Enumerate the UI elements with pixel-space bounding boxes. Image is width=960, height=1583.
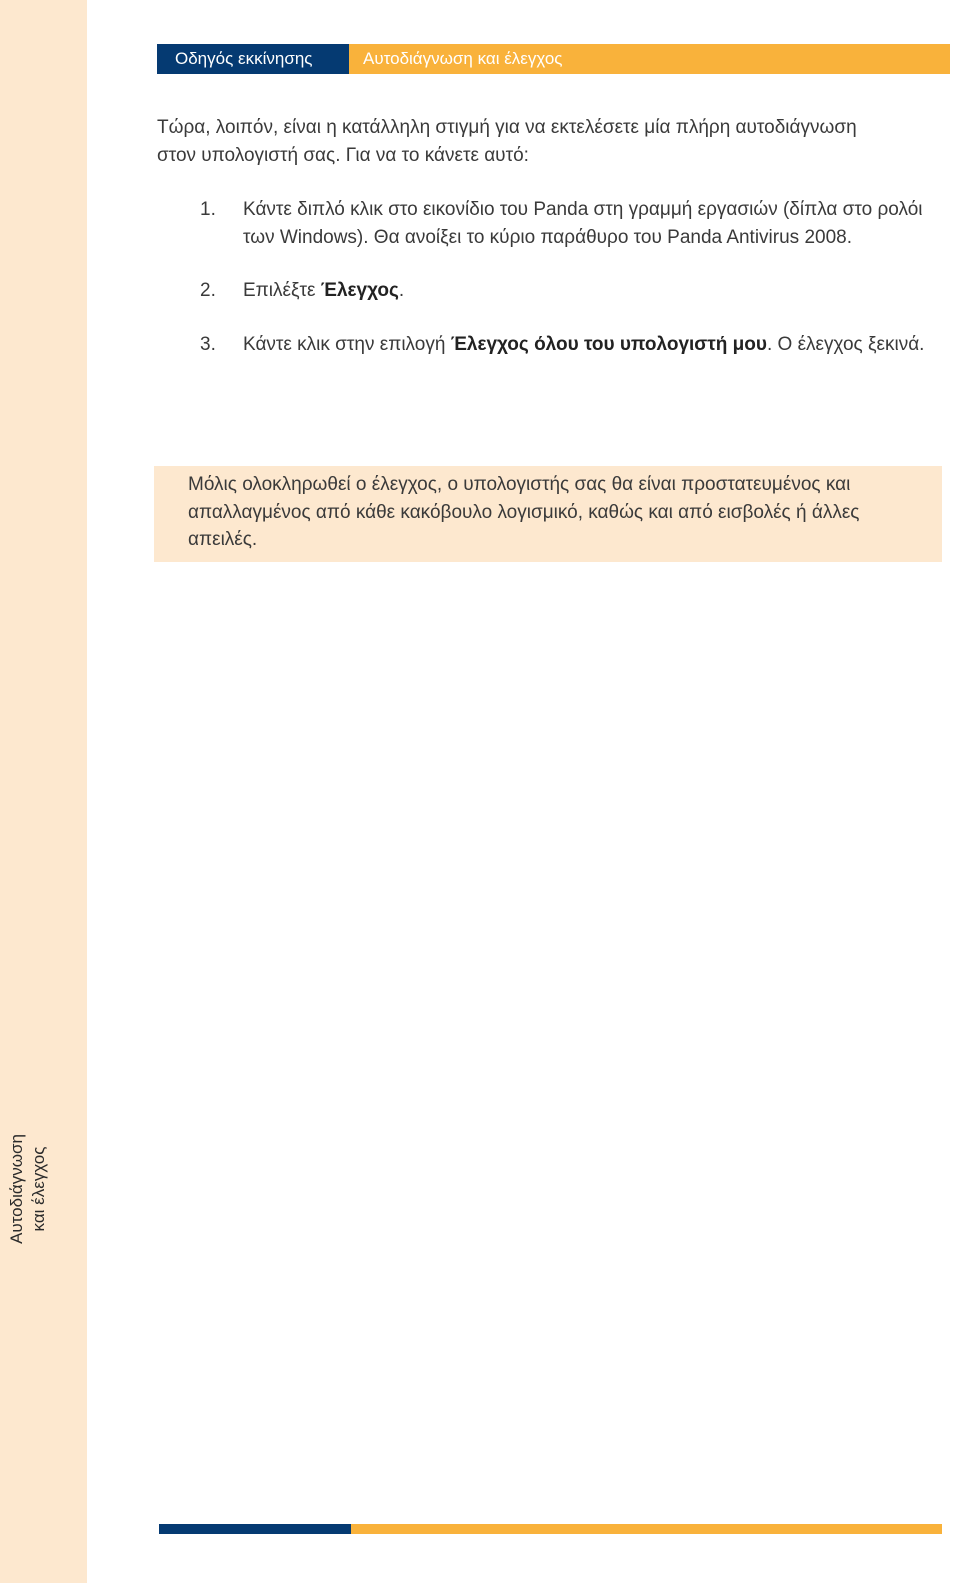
side-section-label [6, 1126, 50, 1252]
step-text [243, 277, 932, 305]
side-label-text [6, 1134, 50, 1244]
step-text [243, 331, 932, 359]
header-section-title: Αυτοδιάγνωση και έλεγχος [349, 44, 950, 74]
side-label-line-2: και έλεγχος [29, 1146, 48, 1232]
step-text-prefix: Κάντε κλικ στην επιλογή [243, 333, 451, 355]
side-label-line-1: Αυτοδιάγνωση [7, 1134, 26, 1244]
step-number: 2. [200, 280, 216, 301]
header-bar [157, 44, 950, 74]
header-guide-title: Οδηγός εκκίνησης [157, 44, 349, 74]
note-text: Μόλις ολοκληρωθεί ο έλεγχος, ο υπολογιστής σας θα είναι προστατευμένος και απαλλαγμένος από κάθε κακόβουλο λογισμικό, καθώς και από εισβολές ή άλλες απειλές. [188, 474, 860, 550]
step-text-suffix: . Ο έλεγχος ξεκινά. [766, 333, 925, 355]
step-number: 3. [200, 333, 216, 355]
side-strip [0, 0, 87, 1583]
steps-list [157, 196, 932, 384]
footer-bar [159, 1524, 942, 1534]
step-text: Κάντε διπλό κλικ στο εικονίδιο του Panda στη γραμμή εργασιών (δίπλα στο ρολόι των Windows). Θα ανοίξει το κύριο παράθυρο του Panda Antivirus 2008. [243, 199, 923, 248]
step-emphasis: Έλεγχος [320, 280, 399, 301]
step-number: 1. [200, 199, 216, 220]
step-text-suffix: . [398, 280, 405, 301]
intro-paragraph: Τώρα, λοιπόν, είναι η κατάλληλη στιγμή για να εκτελέσετε μία πλήρη αυτοδιάγνωση στον υπολογιστή σας. Για να το κάνετε αυτό: [157, 117, 857, 166]
note-box [154, 466, 942, 562]
step-text-prefix: Επιλέξτε [243, 280, 321, 301]
step-item [157, 196, 932, 251]
footer-bar-navy [159, 1524, 351, 1534]
step-item [157, 277, 932, 305]
step-emphasis: Έλεγχος όλου του υπολογιστή μου [450, 333, 767, 355]
step-item [157, 331, 932, 359]
footer-bar-orange [351, 1524, 942, 1534]
